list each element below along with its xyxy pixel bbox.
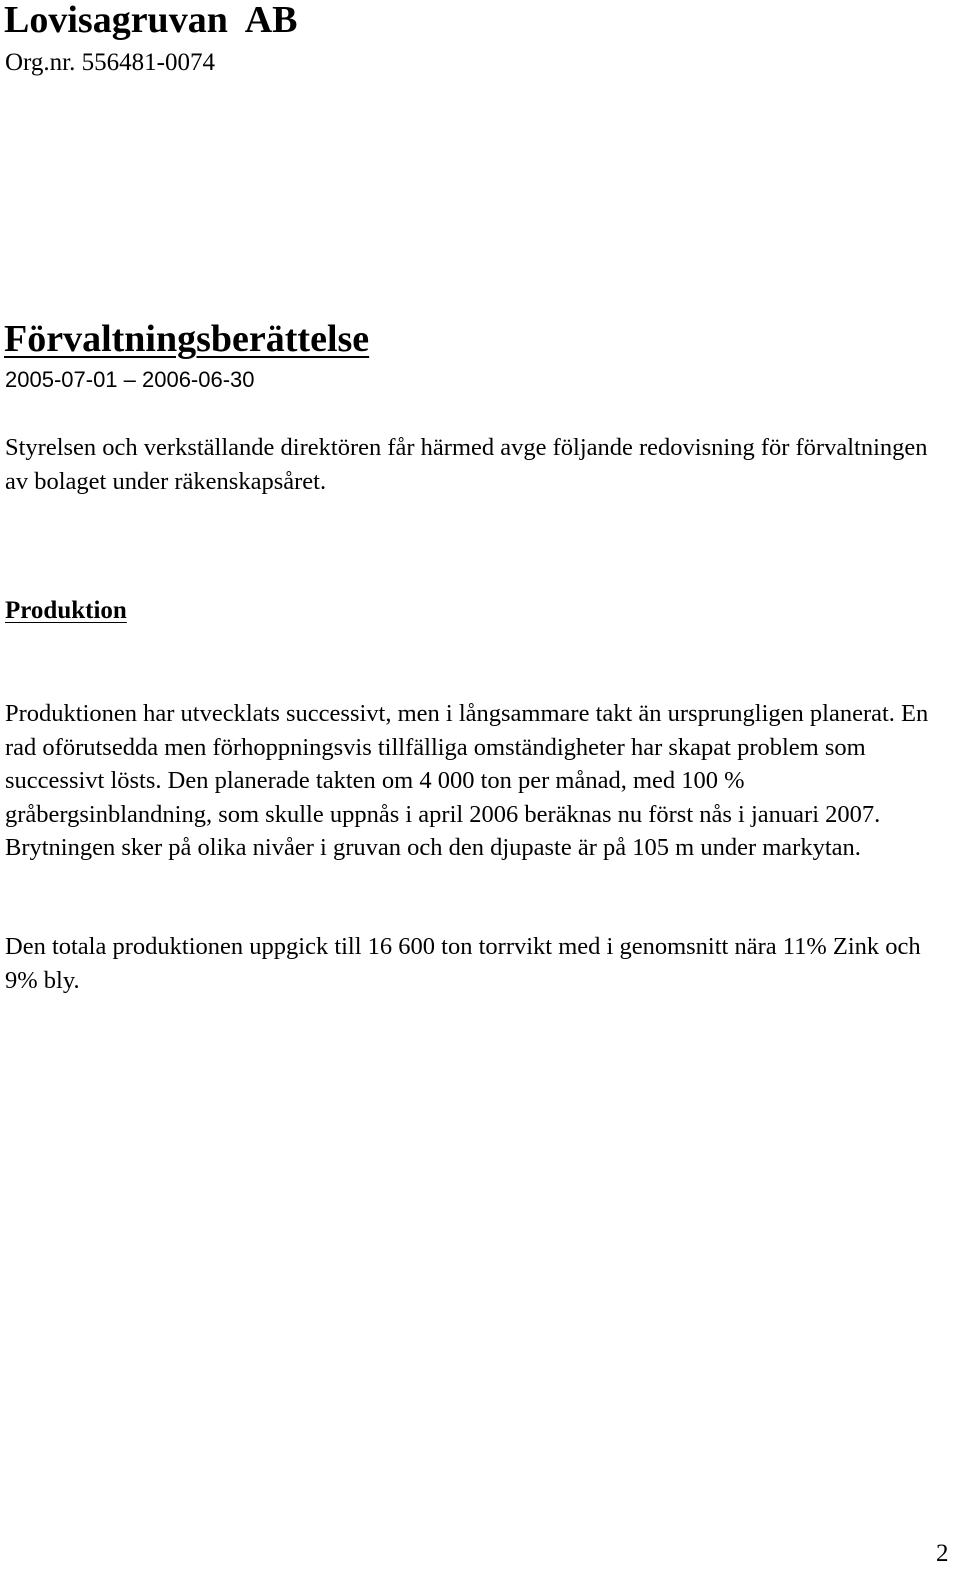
report-title: Förvaltningsberättelse [4, 318, 370, 360]
org-number: Org.nr. 556481-0074 [5, 49, 215, 76]
section-heading-produktion: Produktion [5, 597, 127, 624]
production-paragraph-2: Den totala produktionen uppgick till 16 600 ton torrvikt med i genomsnitt nära 11% Zink och 9% bly. [5, 933, 921, 994]
intro-paragraph: Styrelsen och verkställande direktören får härmed avge följande redovisning för förvaltningen av bolaget under räkenskapsåret. [5, 434, 928, 495]
report-period: 2005-07-01 – 2006-06-30 [5, 367, 255, 392]
page-number: 2 [936, 1540, 949, 1567]
production-paragraph-1: Produktionen har utvecklats successivt, men i långsammare takt än ursprungligen planerat. En rad oförutsedda men förhoppningsvis tillfälliga omständigheter har skapat problem som successivt lösts. Den planerade takten om 4 000 ton per månad, med 100 % gråbergsinblandning, som skulle uppnås i april 2006 beräknas nu först nås i januari 2007. Brytningen sker på olika nivåer i gruvan och den djupaste är på 105 m under markytan. [5, 700, 929, 861]
company-name: Lovisagruvan AB [4, 0, 298, 41]
